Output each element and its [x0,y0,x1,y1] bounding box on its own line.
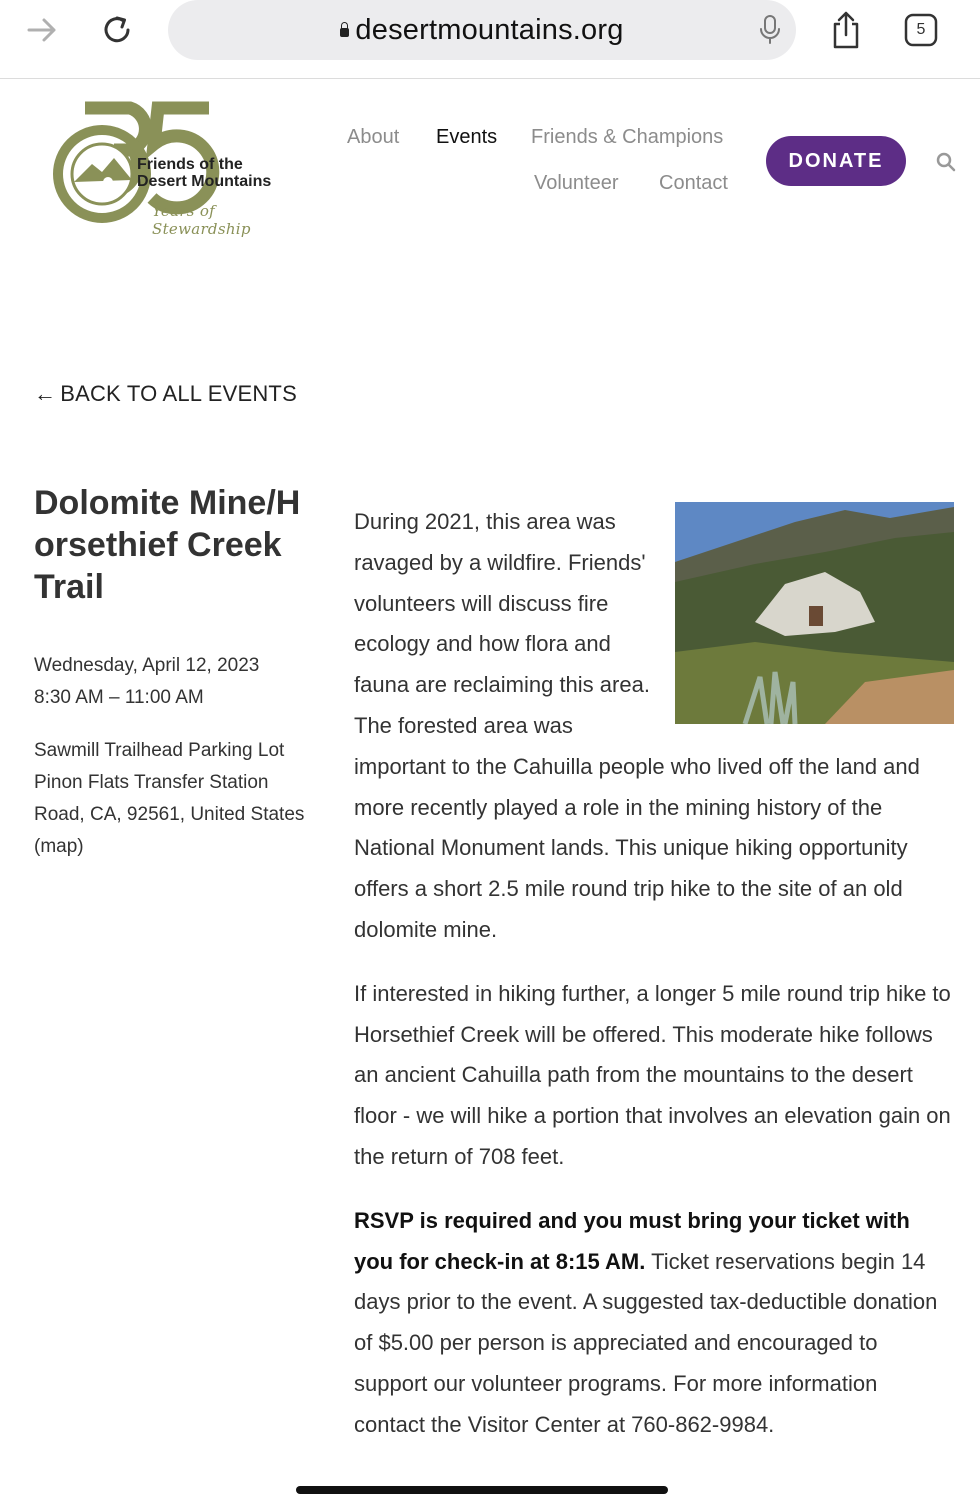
share-icon[interactable] [824,8,868,52]
nav-contact[interactable]: Contact [659,172,728,194]
rsvp-notice: RSVP is required and you must bring your ticket with you for check-in at 8:15 AM. [354,1207,910,1274]
event-time: 8:30 AM – 11:00 AM [34,687,204,708]
home-indicator[interactable] [296,1486,668,1494]
event-description [354,502,954,1469]
back-arrow-icon: ← [34,381,57,406]
microphone-icon[interactable] [758,14,782,51]
lock-icon [340,28,349,37]
back-to-events-link[interactable] [34,381,297,407]
description-paragraph-2: If interested in hiking further, a longer 5 mile round trip hike to Horsethief Creek will be offered. This moderate hike follows an ancient Cahuilla path from the mountains to the desert floor - we will hike a portion that involves an elevation gain on the return of 708 feet. [354,980,951,1169]
logo-tagline: Years of Stewardship [152,202,251,238]
description-paragraph-1: During 2021, this area was ravaged by a wildfire. Friends' volunteers will discuss fire ecology and how flora and fauna are reclaiming this area. The forested area was important to the Cahuilla people who lived off the land and more recently played a role in the mining history of the National Monument lands. This unique hiking opportunity offers a short 2.5 mile round trip hike to the site of an old dolomite mine. [354,509,920,942]
donate-button[interactable]: DONATE [766,136,906,186]
rsvp-paragraph [354,1201,954,1446]
event-location[interactable]: Sawmill Trailhead Parking Lot Pinon Flats Transfer Station Road, CA, 92561, United States (map) [34,740,305,857]
search-icon[interactable] [934,150,958,174]
event-datetime [34,650,324,714]
tab-count: 5 [916,21,926,38]
event-photo [675,502,954,724]
address-bar[interactable] [168,0,796,60]
logo-line-2: Desert Mountains [137,173,272,190]
tabs-icon[interactable] [899,8,943,52]
forward-arrow-icon[interactable] [20,8,64,52]
event-date: Wednesday, April 12, 2023 [34,655,260,676]
url-text: desertmountains.org [355,13,624,46]
back-link-label: BACK TO ALL EVENTS [60,381,297,406]
nav-friends-champions[interactable]: Friends & Champions [531,126,724,148]
rsvp-details: Ticket reservations begin 14 days prior to the event. A suggested tax-deductible donation of $5.00 per person is appreciated and encouraged to support our volunteer programs. For more information contact the Visitor Center at 760-862-9984. [354,1248,938,1437]
site-logo[interactable] [52,98,292,238]
nav-volunteer[interactable]: Volunteer [534,172,619,194]
event-title: Dolomite Mine/Horsethief Creek Trail [34,484,301,606]
reload-icon[interactable] [95,8,139,52]
browser-toolbar [0,0,980,79]
nav-events[interactable]: Events [436,126,498,148]
nav-about[interactable]: About [347,126,400,148]
logo-line-1: Friends of the [137,156,243,173]
logo-name [137,156,271,190]
